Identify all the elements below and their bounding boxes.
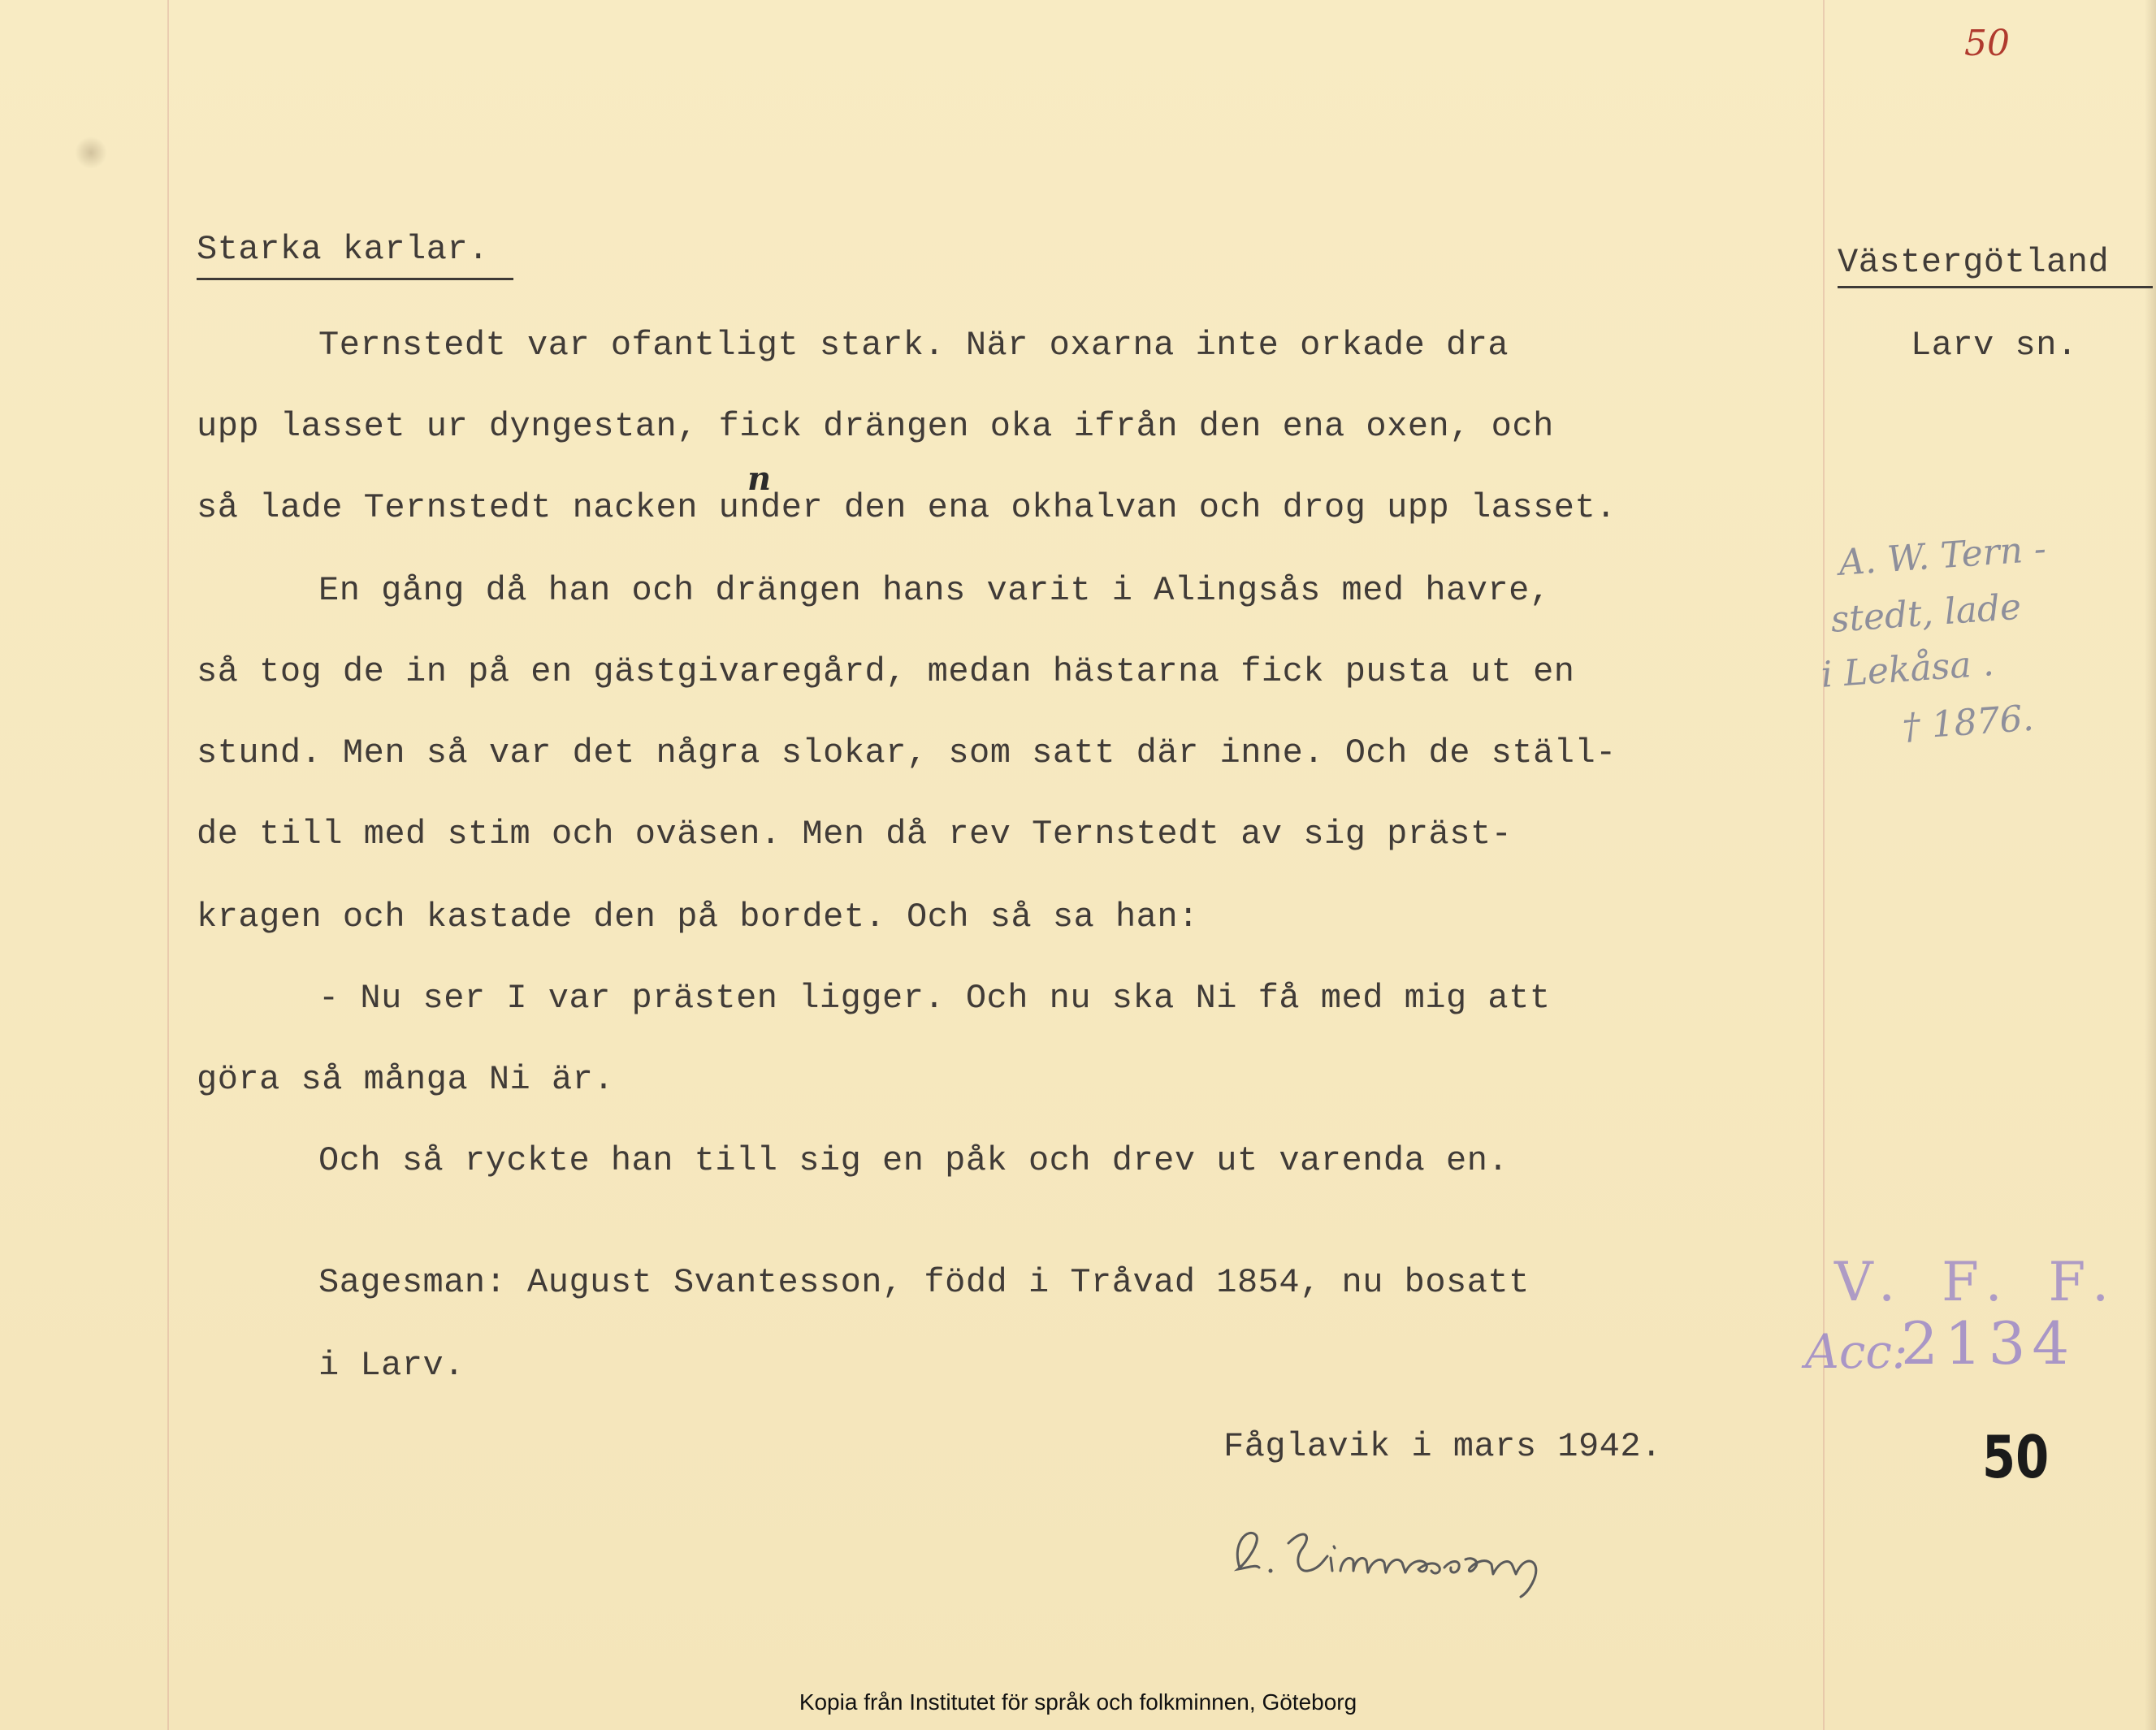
- margin-note-line: † 1876.: [1901, 697, 2036, 748]
- margin-note-line: i Lekåsa .: [1820, 642, 1996, 696]
- margin-note-line: stedt, lade: [1829, 586, 2023, 641]
- inline-correction: n: [747, 460, 772, 498]
- text-line: En gång då han och drängen hans varit i Alingsås med havre,: [318, 571, 1551, 610]
- accession-number-stamp: 2134: [1901, 1309, 2076, 1378]
- text-line: så tog de in på en gästgivaregård, medan hästarna fick pusta ut en: [197, 652, 1575, 691]
- accession-label-stamp: Acc:: [1805, 1324, 1908, 1379]
- handwritten-signature: [1223, 1511, 1646, 1600]
- region-underline: [1838, 286, 2153, 288]
- vff-stamp: V. F. F.: [1834, 1251, 2124, 1313]
- text-line: kragen och kastade den på bordet. Och så sa han:: [197, 897, 1199, 936]
- right-margin-rule: [1823, 0, 1825, 1730]
- region-label: Västergötland: [1838, 243, 2110, 282]
- title-underline: [197, 278, 513, 280]
- margin-note-line: A. W. Tern -: [1838, 528, 2048, 584]
- text-line: stund. Men så var det några slokar, som satt där inne. Och de ställ-: [197, 733, 1617, 772]
- stamped-page-number: 50: [1982, 1423, 2050, 1491]
- place-date: Fåglavik i mars 1942.: [1223, 1427, 1662, 1466]
- text-line: de till med stim och oväsen. Men då rev Ternstedt av sig präst-: [197, 815, 1513, 854]
- informant-line: i Larv.: [318, 1346, 465, 1385]
- text-line: så lade Ternstedt nacken under den ena okhalvan och drog upp lasset.: [197, 488, 1617, 527]
- text-line: göra så många Ni är.: [197, 1060, 615, 1099]
- text-line: Ternstedt var ofantligt stark. När oxarna inte orkade dra: [318, 326, 1509, 365]
- parish-label: Larv sn.: [1911, 326, 2078, 365]
- document-title: Starka karlar.: [197, 230, 489, 269]
- informant-line: Sagesman: August Svantesson, född i Tråvad 1854, nu bosatt: [318, 1263, 1530, 1302]
- copyright-footer: Kopia från Institutet för språk och folkminnen, Göteborg: [799, 1689, 1357, 1715]
- text-line: upp lasset ur dyngestan, fick drängen oka ifrån den ena oxen, och: [197, 407, 1554, 446]
- text-line: Och så ryckte han till sig en påk och drev ut varenda en.: [318, 1141, 1509, 1180]
- text-line: - Nu ser I var prästen ligger. Och nu ska Ni få med mig att: [318, 979, 1551, 1018]
- page-edge-shadow: [2145, 0, 2156, 1730]
- handwritten-page-number: 50: [1964, 23, 2010, 64]
- paper-smudge: [75, 136, 107, 169]
- left-margin-rule: [167, 0, 169, 1730]
